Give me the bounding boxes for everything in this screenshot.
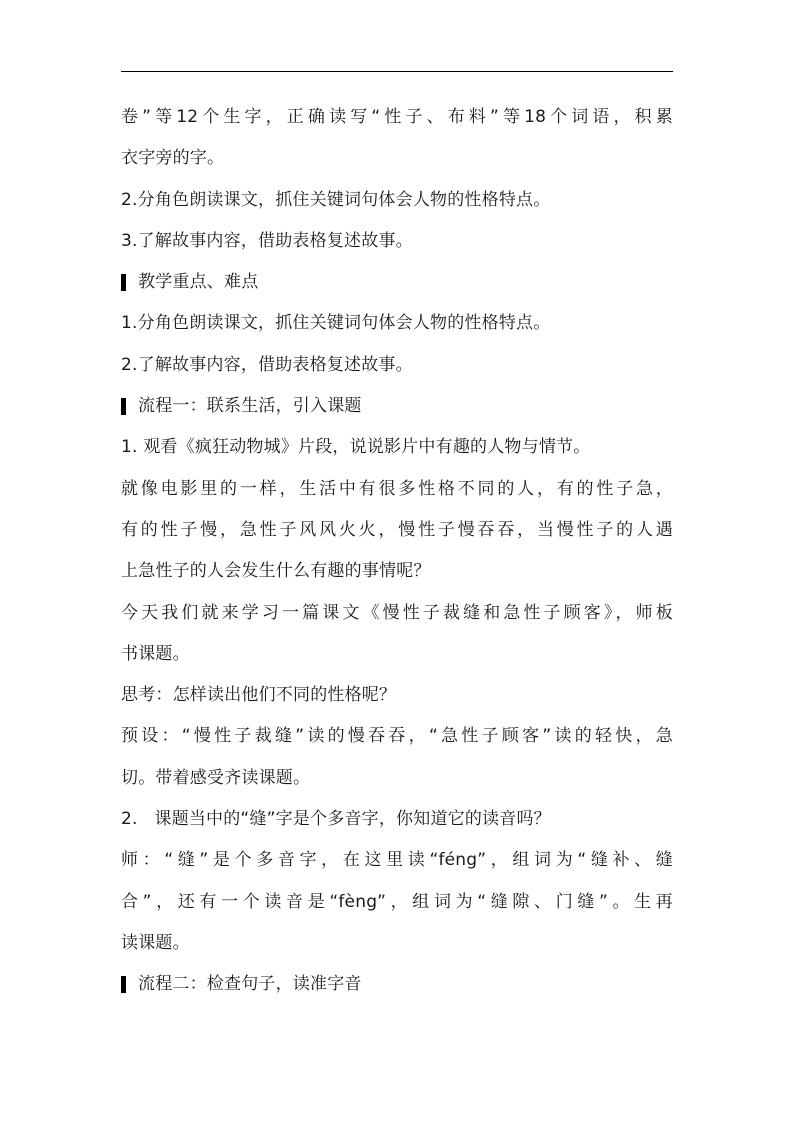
list-item: 3.了解故事内容，借助表格复述故事。 (121, 230, 413, 251)
list-item: 2.了解故事内容，借助表格复述故事。 (121, 354, 413, 375)
section-heading-key-points (121, 262, 673, 303)
paragraph-line: 思考：怎样读出他们不同的性格呢？ (121, 685, 397, 706)
paragraph-line: 书课题。 (121, 643, 190, 664)
heading-bar-icon (121, 398, 126, 415)
list-item: 2.分角色朗读课文，抓住关键词句体会人物的性格特点。 (121, 189, 551, 210)
paragraph-line: 读课题。 (121, 932, 190, 953)
paragraph-line: 师：“缝”是个多音字，在这里读“féng”，组词为“缝补、缝 (121, 850, 673, 871)
paragraph-line: 卷”等12个生字，正确读写“性子、布料”等18个词语，积累 (121, 107, 673, 127)
document-body (121, 97, 673, 1006)
heading-bar-icon (121, 976, 126, 993)
paragraph-line: 有的性子慢，急性子风风火火，慢性子慢吞吞，当慢性子的人遇 (121, 519, 673, 540)
paragraph-line: 今天我们就来学习一篇课文《慢性子裁缝和急性子顾客》，师板 (121, 602, 673, 623)
paragraph-line: 切。带着感受齐读课题。 (121, 767, 311, 788)
list-item: 1.分角色朗读课文，抓住关键词句体会人物的性格特点。 (121, 313, 551, 334)
paragraph-line: 预设：“慢性子裁缝”读的慢吞吞，“急性子顾客”读的轻快，急 (121, 726, 673, 747)
paragraph-line: 就像电影里的一样，生活中有很多性格不同的人，有的性子急， (121, 478, 673, 499)
paragraph-line: 衣字旁的字。 (121, 148, 225, 169)
paragraph-line: 合”，还有一个读音是“fèng”，组词为“缝隙、门缝”。生再 (121, 891, 673, 912)
paragraph-line: 上急性子的人会发生什么有趣的事情呢？ (121, 561, 431, 582)
section-heading-process-one (121, 386, 673, 427)
heading-bar-icon (121, 274, 126, 291)
header-rule (121, 71, 673, 72)
section-heading-process-two (121, 964, 673, 1005)
section-heading-text: 流程一：联系生活，引入课题 (138, 396, 362, 417)
list-item: 1. 观看《疯狂动物城》片段，说说影片中有趣的人物与情节。 (121, 437, 591, 458)
list-item: 2. 课题当中的“缝”字是个多音字，你知道它的读音吗？ (121, 809, 551, 830)
section-heading-text: 流程二：检查句子，读准字音 (138, 974, 362, 995)
section-heading-text: 教学重点、难点 (138, 272, 259, 293)
